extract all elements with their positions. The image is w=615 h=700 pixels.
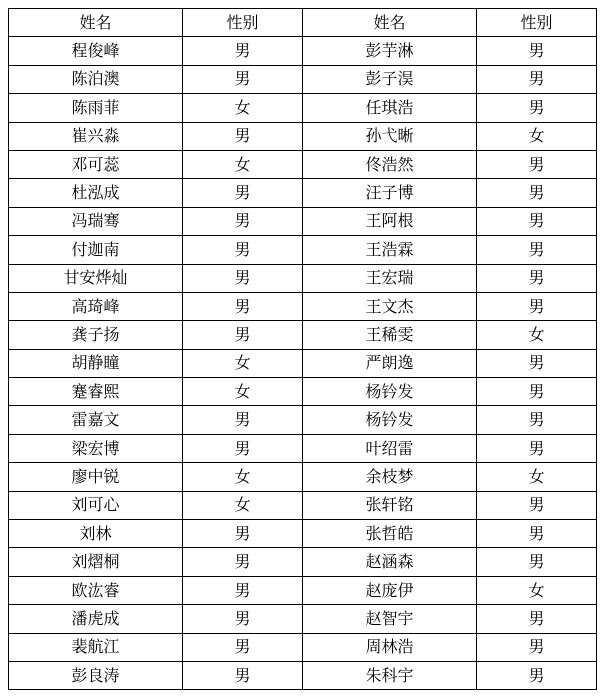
name-left-cell: 雷嘉文 bbox=[9, 406, 183, 434]
name-left-cell: 裴航江 bbox=[9, 633, 183, 661]
gender-right-cell: 男 bbox=[477, 661, 597, 689]
table-row bbox=[9, 150, 597, 178]
name-right-cell: 杨钤发 bbox=[303, 406, 477, 434]
gender-right-cell: 男 bbox=[477, 434, 597, 462]
name-right-cell: 孙弋晰 bbox=[303, 122, 477, 150]
gender-left-cell: 女 bbox=[183, 378, 303, 406]
gender-right-cell: 男 bbox=[477, 179, 597, 207]
gender-right-cell: 男 bbox=[477, 37, 597, 65]
name-right-cell: 张哲皓 bbox=[303, 520, 477, 548]
roster-body bbox=[9, 37, 597, 690]
name-left-cell: 彭良涛 bbox=[9, 661, 183, 689]
gender-right-cell: 男 bbox=[477, 65, 597, 93]
gender-right-cell: 女 bbox=[477, 321, 597, 349]
gender-left-cell: 男 bbox=[183, 576, 303, 604]
table-row bbox=[9, 292, 597, 320]
name-right-cell: 周林浩 bbox=[303, 633, 477, 661]
header-name-right: 姓名 bbox=[303, 9, 477, 37]
gender-left-cell: 男 bbox=[183, 406, 303, 434]
table-row bbox=[9, 548, 597, 576]
gender-left-cell: 女 bbox=[183, 491, 303, 519]
table-row bbox=[9, 207, 597, 235]
name-left-cell: 高琦峰 bbox=[9, 292, 183, 320]
roster-table bbox=[8, 8, 597, 690]
gender-left-cell: 男 bbox=[183, 292, 303, 320]
gender-right-cell: 男 bbox=[477, 378, 597, 406]
gender-right-cell: 男 bbox=[477, 406, 597, 434]
table-row bbox=[9, 406, 597, 434]
name-left-cell: 甘安烨灿 bbox=[9, 264, 183, 292]
gender-left-cell: 男 bbox=[183, 65, 303, 93]
gender-left-cell: 男 bbox=[183, 548, 303, 576]
name-right-cell: 赵庞伊 bbox=[303, 576, 477, 604]
gender-right-cell: 男 bbox=[477, 150, 597, 178]
name-left-cell: 冯瑞骞 bbox=[9, 207, 183, 235]
name-right-cell: 严朗逸 bbox=[303, 349, 477, 377]
name-right-cell: 张轩铭 bbox=[303, 491, 477, 519]
roster-sheet bbox=[8, 8, 597, 690]
name-right-cell: 赵智宇 bbox=[303, 605, 477, 633]
table-row bbox=[9, 65, 597, 93]
gender-left-cell: 男 bbox=[183, 633, 303, 661]
gender-left-cell: 男 bbox=[183, 661, 303, 689]
gender-right-cell: 女 bbox=[477, 576, 597, 604]
gender-right-cell: 女 bbox=[477, 122, 597, 150]
gender-right-cell: 男 bbox=[477, 491, 597, 519]
gender-right-cell: 男 bbox=[477, 548, 597, 576]
table-row bbox=[9, 633, 597, 661]
table-row bbox=[9, 349, 597, 377]
name-right-cell: 朱科宇 bbox=[303, 661, 477, 689]
name-right-cell: 王浩霖 bbox=[303, 236, 477, 264]
name-right-cell: 王宏瑞 bbox=[303, 264, 477, 292]
name-left-cell: 付迦南 bbox=[9, 236, 183, 264]
gender-left-cell: 女 bbox=[183, 349, 303, 377]
name-left-cell: 蹇睿熙 bbox=[9, 378, 183, 406]
name-left-cell: 邓可蕊 bbox=[9, 150, 183, 178]
name-left-cell: 刘可心 bbox=[9, 491, 183, 519]
name-left-cell: 陈雨菲 bbox=[9, 94, 183, 122]
table-row bbox=[9, 236, 597, 264]
name-right-cell: 汪子博 bbox=[303, 179, 477, 207]
name-right-cell: 王稀雯 bbox=[303, 321, 477, 349]
table-row bbox=[9, 434, 597, 462]
gender-left-cell: 男 bbox=[183, 207, 303, 235]
gender-right-cell: 男 bbox=[477, 94, 597, 122]
name-left-cell: 刘熠桐 bbox=[9, 548, 183, 576]
gender-left-cell: 女 bbox=[183, 150, 303, 178]
table-row bbox=[9, 321, 597, 349]
gender-right-cell: 女 bbox=[477, 463, 597, 491]
gender-left-cell: 男 bbox=[183, 520, 303, 548]
table-row bbox=[9, 378, 597, 406]
name-left-cell: 刘林 bbox=[9, 520, 183, 548]
table-row bbox=[9, 661, 597, 689]
header-gender-left: 性别 bbox=[183, 9, 303, 37]
gender-right-cell: 男 bbox=[477, 633, 597, 661]
table-row bbox=[9, 37, 597, 65]
name-right-cell: 任琪浩 bbox=[303, 94, 477, 122]
name-left-cell: 胡静瞳 bbox=[9, 349, 183, 377]
table-row bbox=[9, 520, 597, 548]
table-row bbox=[9, 264, 597, 292]
name-left-cell: 龚子扬 bbox=[9, 321, 183, 349]
name-right-cell: 叶绍雷 bbox=[303, 434, 477, 462]
table-row bbox=[9, 576, 597, 604]
table-row bbox=[9, 179, 597, 207]
gender-right-cell: 男 bbox=[477, 292, 597, 320]
table-row bbox=[9, 463, 597, 491]
gender-left-cell: 男 bbox=[183, 37, 303, 65]
gender-right-cell: 男 bbox=[477, 264, 597, 292]
name-right-cell: 王文杰 bbox=[303, 292, 477, 320]
gender-right-cell: 男 bbox=[477, 236, 597, 264]
gender-right-cell: 男 bbox=[477, 207, 597, 235]
header-gender-right: 性别 bbox=[477, 9, 597, 37]
header-name-left: 姓名 bbox=[9, 9, 183, 37]
name-left-cell: 陈泊澳 bbox=[9, 65, 183, 93]
gender-left-cell: 男 bbox=[183, 264, 303, 292]
gender-left-cell: 男 bbox=[183, 236, 303, 264]
name-left-cell: 崔兴淼 bbox=[9, 122, 183, 150]
name-right-cell: 赵涵森 bbox=[303, 548, 477, 576]
table-row bbox=[9, 605, 597, 633]
name-left-cell: 梁宏博 bbox=[9, 434, 183, 462]
name-right-cell: 杨钤发 bbox=[303, 378, 477, 406]
header-row bbox=[9, 9, 597, 37]
name-left-cell: 杜泓成 bbox=[9, 179, 183, 207]
gender-left-cell: 男 bbox=[183, 122, 303, 150]
gender-right-cell: 男 bbox=[477, 520, 597, 548]
gender-left-cell: 男 bbox=[183, 605, 303, 633]
name-left-cell: 程俊峰 bbox=[9, 37, 183, 65]
gender-right-cell: 男 bbox=[477, 349, 597, 377]
table-row bbox=[9, 491, 597, 519]
name-right-cell: 佟浩然 bbox=[303, 150, 477, 178]
name-left-cell: 廖中锐 bbox=[9, 463, 183, 491]
table-row bbox=[9, 94, 597, 122]
table-row bbox=[9, 122, 597, 150]
gender-left-cell: 男 bbox=[183, 179, 303, 207]
name-left-cell: 潘虎成 bbox=[9, 605, 183, 633]
gender-left-cell: 男 bbox=[183, 434, 303, 462]
gender-left-cell: 男 bbox=[183, 321, 303, 349]
name-left-cell: 欧汯睿 bbox=[9, 576, 183, 604]
name-right-cell: 余枝梦 bbox=[303, 463, 477, 491]
gender-right-cell: 男 bbox=[477, 605, 597, 633]
gender-left-cell: 女 bbox=[183, 463, 303, 491]
gender-left-cell: 女 bbox=[183, 94, 303, 122]
name-right-cell: 彭芋淋 bbox=[303, 37, 477, 65]
name-right-cell: 彭子淏 bbox=[303, 65, 477, 93]
name-right-cell: 王阿根 bbox=[303, 207, 477, 235]
